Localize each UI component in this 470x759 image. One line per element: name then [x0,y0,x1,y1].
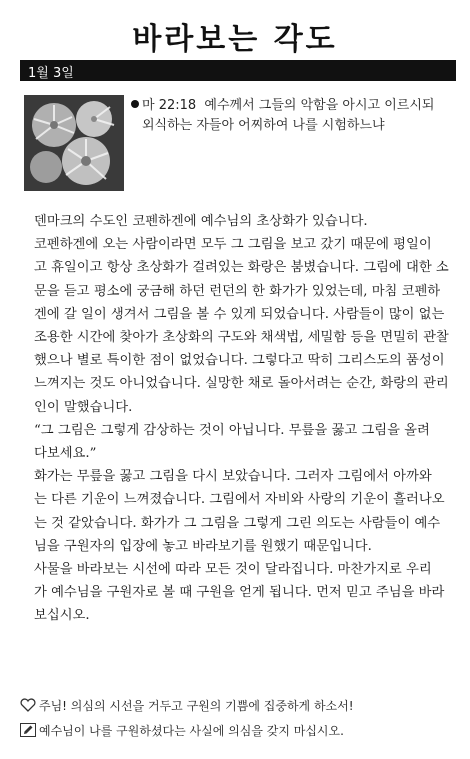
body-line: 고 휴일이고 항상 초상화가 걸려있는 화랑은 붐볐습니다. 그림에 대한 소 [34,260,449,276]
body-line: 사물을 바라보는 시선에 따라 모든 것이 달라집니다. 마찬가지로 우리 [34,562,432,578]
flower-photo [24,95,124,191]
devotional-body [28,210,453,628]
body-line: 느껴지는 것도 아니었습니다. 실망한 채로 돌아서려는 순간, 화랑의 관리 [34,376,449,392]
body-line: 다보세요.” [34,446,97,462]
heart-icon [20,698,36,712]
body-line: 인이 말했습니다. [34,399,133,415]
body-line: 는 것 같았습니다. 화가가 그 그림을 그렇게 그린 의도는 사람들이 예수 [34,515,441,531]
verse-text-line2: 외식하는 자들아 어찌하여 나를 시험하느냐 [142,118,385,133]
body-line: 조용한 시간에 찾아가 초상화의 구도와 채색법, 세밀함 등을 면밀히 관찰 [34,330,449,346]
date-label: 1월 3일 [28,66,74,81]
body-line: 겐에 갈 일이 생겨서 그림을 볼 수 있게 되었습니다. 사람들이 많이 없는 [34,306,445,322]
date-bar [20,60,456,81]
body-line: 했으나 별로 특이한 점이 없었습니다. 그렇다고 딱히 그리스도의 품성이 [34,353,445,369]
body-line: 화가는 무릎을 꿇고 그림을 다시 보았습니다. 그러자 그림에서 아까와 [34,469,432,485]
body-line: “그 그림은 그렇게 감상하는 것이 아닙니다. 무릎을 꿇고 그림을 올려 [34,422,430,438]
body-line: 문을 듣고 평소에 궁금해 하던 런던의 한 화가가 있었는데, 마침 코펜하 [34,283,441,299]
verse-reference: 마 22:18 [142,98,197,113]
body-line: 덴마크의 수도인 코펜하겐에 예수님의 초상화가 있습니다. [34,214,368,229]
page-title: 바라보는 각도 [132,22,338,57]
chrysanthemum-image [24,95,124,191]
body-line: 는 다른 기운이 느껴졌습니다. 그림에서 자비와 사랑의 기운이 흘러나오 [34,492,445,508]
body-line: 보십시오. [34,608,90,624]
body-line: 가 예수님을 구원자로 볼 때 구원을 얻게 됩니다. 먼저 믿고 주님을 바라 [34,585,445,601]
bullet-icon [131,100,139,108]
body-line: 코펜하겐에 오는 사람이라면 모두 그 그림을 보고 갔기 때문에 평일이 [34,237,432,253]
pencil-icon [20,723,36,737]
verse-text-line1: 예수께서 그들의 악함을 아시고 이르시되 [204,98,435,113]
body-line: 님을 구원자의 입장에 놓고 바라보기를 원했기 때문입니다. [34,538,372,554]
prayer-line [20,697,460,714]
verse-block [131,96,456,136]
action-line [20,722,460,739]
action-text: 예수님이 나를 구원하셨다는 사실에 의심을 갖지 마십시오. [39,724,344,738]
prayer-text: 주님! 의심의 시선을 거두고 구원의 기쁨에 집중하게 하소서! [39,699,354,713]
